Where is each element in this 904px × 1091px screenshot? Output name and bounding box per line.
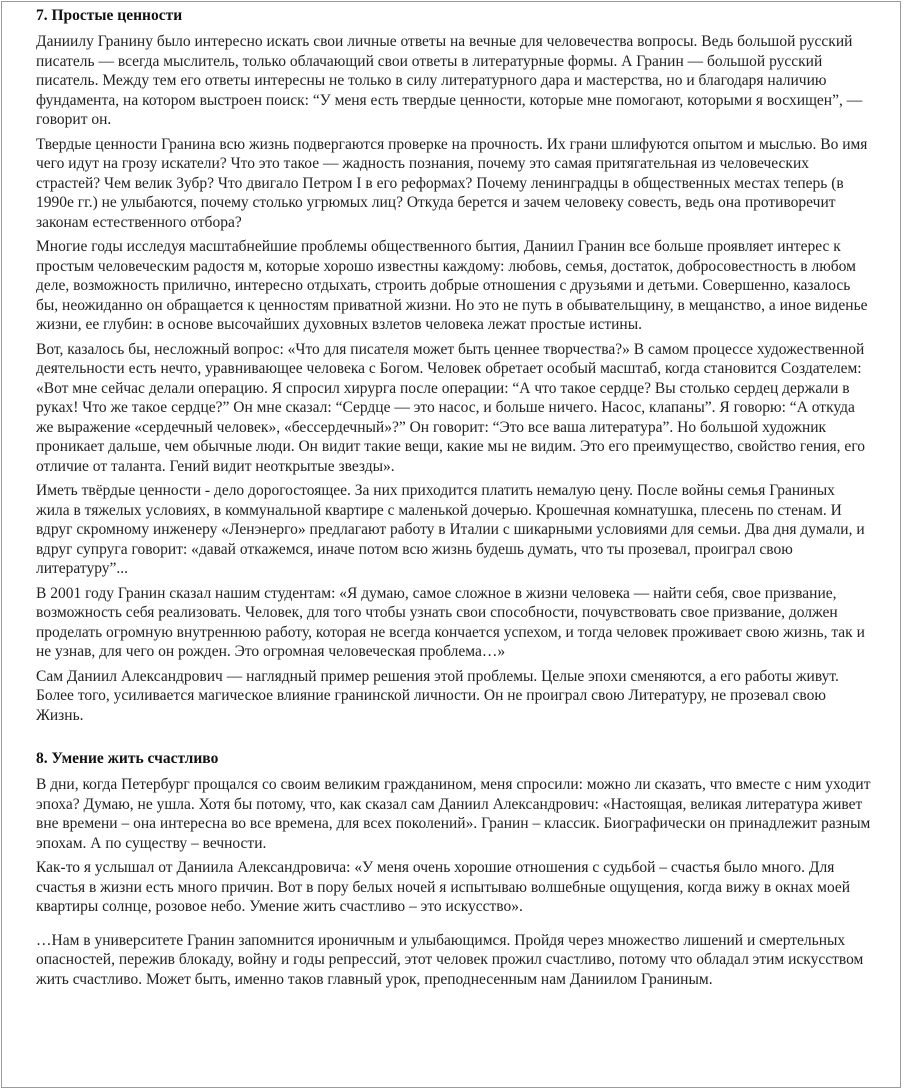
document-content (36, 6, 872, 994)
paragraph: В дни, когда Петербург прощался со своим великим гражданином, меня спросили: можно ли сказать, что вместе с ним уходит эпоха? Думаю, не ушла. Хотя бы потому, что, как сказал сам Даниил Александрович: «Настоящая, великая литература живет вне времени – она интересна во все времена, для всех поколений». Гранин – классик. Биографически он принадлежит разным эпохам. А по существу – вечности. (36, 776, 871, 852)
section-heading: 7. Простые ценности (36, 7, 183, 24)
paragraph: Твердые ценности Гранина всю жизнь подвергаются проверке на прочность. Их грани шлифуются опытом и мыслью. Во имя чего идут на грозу искатели? Что это такое — жадность познания, почему это самая притягательная из человеческих страстей? Чем велик Зубр? Что двигало Петром I в его реформах? Почему ленинградцы в общественных местах теперь (в 1990е гг.) не улыбаются, почему столько угрюмых лиц? Откуда берется и зачем человеку совесть, ведь она противоречит законам естественного отбора? (36, 135, 868, 231)
section-heading: 8. Умение жить счастливо (36, 750, 219, 767)
paragraph: Многие годы исследуя масштабнейшие проблемы общественного бытия, Даниил Гранин все больше проявляет интерес к простым человеческим радостя м, которые хорошо известны каждому: любовь, семья, достаток, добросовестность в любом деле, возможность прилично, интересно отдыхать, строить добрые отношения с друзьями и детьми. Совершенно, казалось бы, неожиданно он обращается к ценностям приватной жизни. Но это не путь в обывательщину, в мещанство, а иное виденье жизни, ее глубин: в основе высочайших духовных взлетов человека лежат простые истины. (36, 238, 868, 333)
paragraph: Иметь твёрдые ценности - дело дорогостоящее. За них приходится платить немалую цену. После войны семья Граниных жила в тяжелых условиях, в коммунальной квартире с маленькой дочерью. Крошечная комнатушка, плесень по стенам. И вдруг скромному инженеру «Ленэнерго» предлагают работу в Италии с шикарными условиями для семьи. Два дня думали, и вдруг супруга говорит: «давай откажемся, иначе потом всю жизнь будешь думать, что ты прозевал, проиграл свою литературу”... (36, 482, 865, 577)
paragraph: Сам Даниил Александрович — наглядный пример решения этой проблемы. Целые эпохи сменяются, а его работы живут. Более того, усиливается магическое влияние гранинской личности. Он не проиграл свою Литературу, не прозевал свою Жизнь. (36, 667, 839, 724)
section-simple-values (36, 6, 872, 725)
paragraph: …Нам в университете Гранин запомнится ироничным и улыбающимся. Пройдя через множество лишений и смертельных опасностей, пережив блокаду, войну и годы репрессий, этот человек прожил счастливо, потому что обладал этим искусством жить счастливо. Может быть, именно таков главный урок, преподнесенным нам Даниилом Граниным. (36, 931, 864, 988)
document-frame (1, 1, 901, 1088)
paragraph: В 2001 году Гранин сказал нашим студентам: «Я думаю, самое сложное в жизни человека — найти себя, свое призвание, возможность себя реализовать. Человек, для того чтобы узнать свои способности, почувствовать свое призвание, должен проделать огромную внутреннюю работу, которая не всегда кончается успехом, и тогда человек проживает свою жизнь, так и не узнав, для чего он рожден. Это огромная человеческая проблема…» (36, 584, 865, 660)
paragraph: Даниилу Гранину было интересно искать свои личные ответы на вечные для человечества вопросы. Ведь большой русский писатель — всегда мыслитель, только облачающий свои ответы в литературные формы. А Гранин — большой русский писатель. Между тем его ответы интересны не только в силу литературного дара и мастерства, но и благодаря наличию фундамента, на котором выстроен поиск: “У меня есть твердые ценности, которые мне помогают, которыми я восхищен”, — говорит он. (36, 33, 863, 128)
paragraph: Вот, казалось бы, несложный вопрос: «Что для писателя может быть ценнее творчества?» В самом процессе художественной деятельности есть нечто, уравнивающее человека с Богом. Человек обретает особый масштаб, когда становится Создателем: «Вот мне сейчас делали операцию. Я спросил хирурга после операции: “А что такое сердце? Вы столько сердец держали в руках! Что же такое сердце?” Он мне сказал: “Сердце — это насос, и больше ничего. Насос, клапаны”. Я говорю: “А откуда же выражение «сердечный человек», «бессердечный»?” Он говорит: “Это все ваша литература”. Но большой художник проникает дальше, чем обычные люди. Он видит такие вещи, какие мы не видим. Это его преимущество, свойство гения, его отличие от таланта. Гений видит неоткрытые звезды». (36, 340, 866, 475)
section-living-happily (36, 749, 872, 989)
paragraph: Как-то я услышал от Даниила Александровича: «У меня очень хорошие отношения с судьбой – счастья было много. Для счастья в жизни есть много причин. Вот в пору белых ночей я испытываю волшебные ощущения, когда вижу в окнах моей квартиры солнце, розовое небо. Умение жить счастливо – это искусство». (36, 859, 851, 915)
